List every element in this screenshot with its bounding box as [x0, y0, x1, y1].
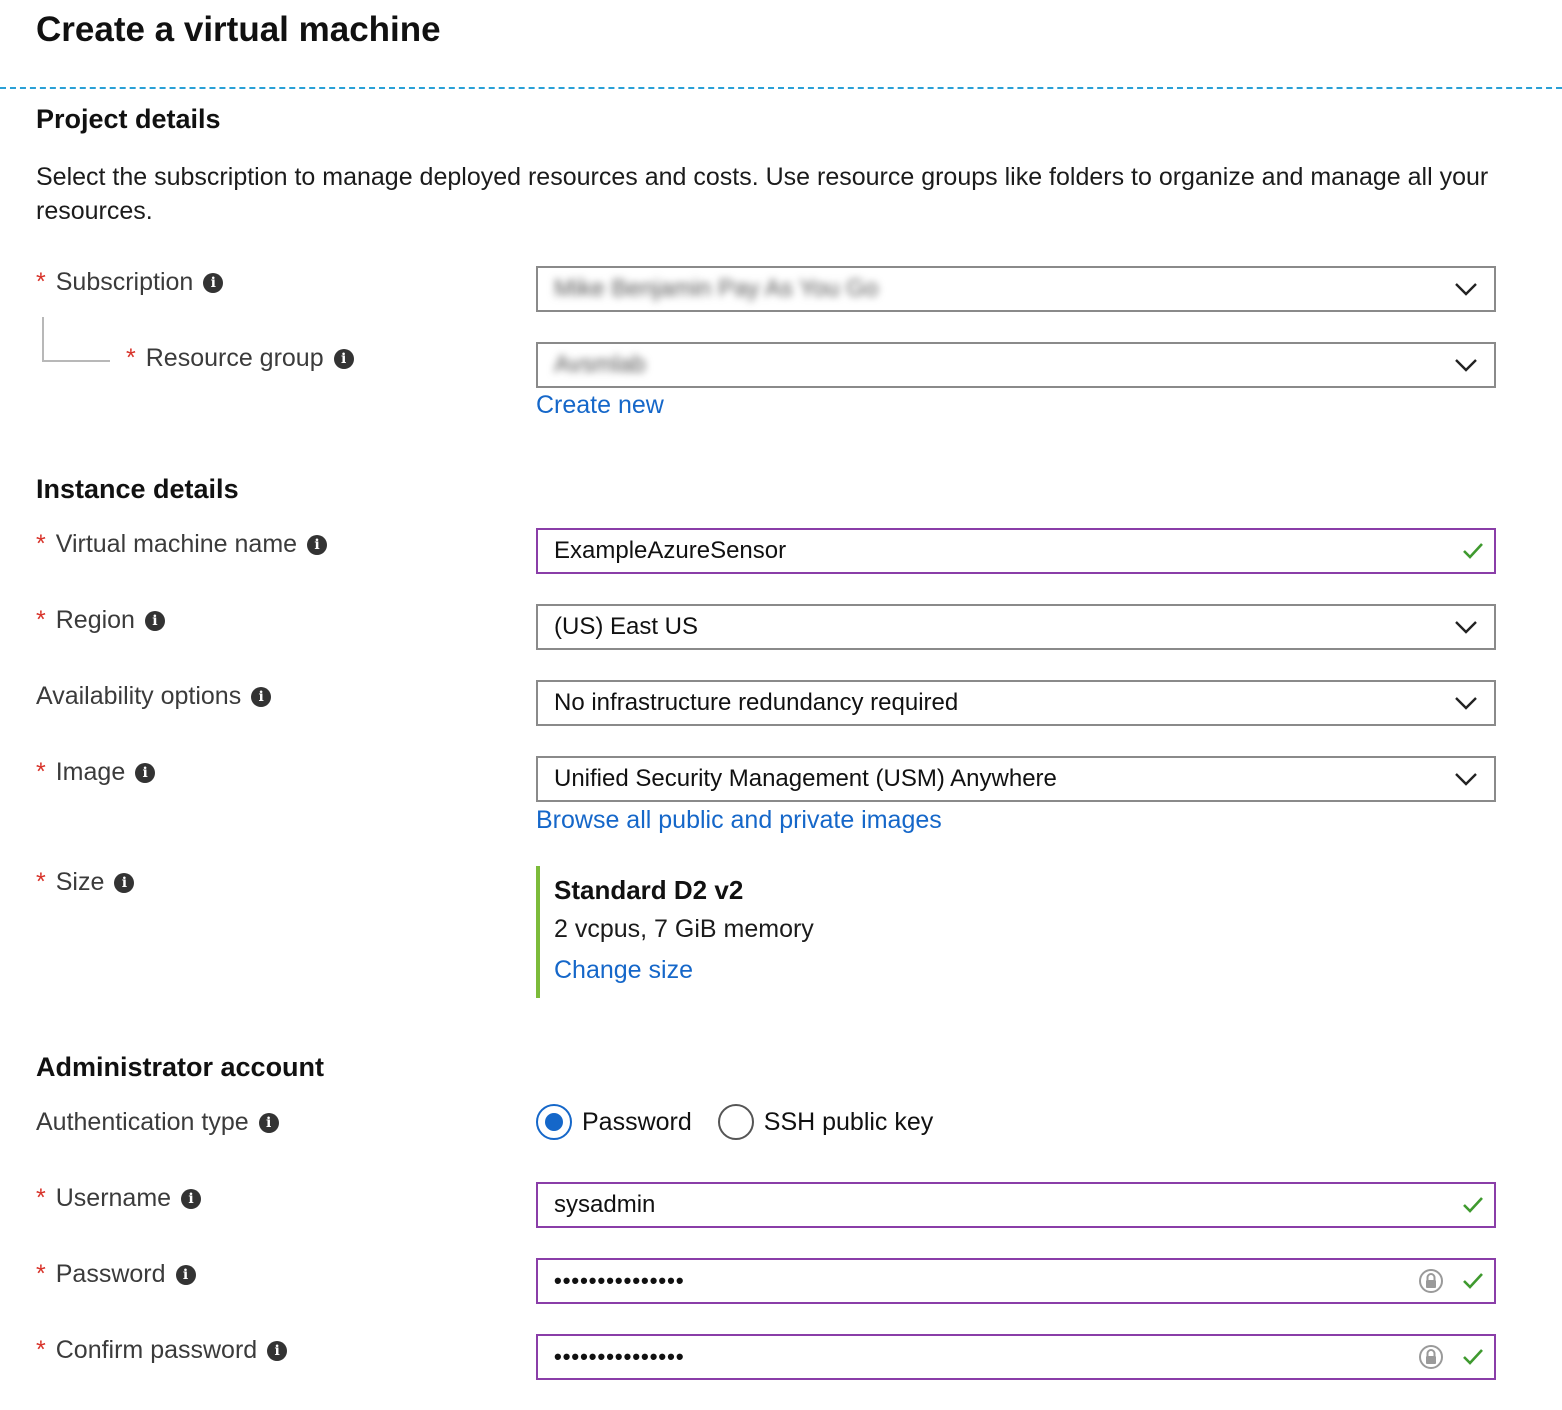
admin-account-heading: Administrator account	[36, 1052, 325, 1082]
subscription-value: Mike Benjamin Pay As You Go	[554, 275, 879, 302]
subscription-label-text: Subscription	[55, 268, 194, 296]
required-marker: *	[36, 1336, 46, 1364]
subscription-dropdown[interactable]	[536, 266, 1496, 312]
required-marker: *	[36, 868, 46, 896]
required-marker: *	[36, 530, 46, 558]
availability-dropdown[interactable]	[536, 680, 1496, 726]
required-marker: *	[36, 268, 46, 296]
project-details-heading: Project details	[36, 104, 221, 134]
username-label-text: Username	[55, 1184, 172, 1212]
required-marker: *	[36, 758, 46, 786]
availability-value: No infrastructure redundancy required	[554, 689, 959, 716]
info-icon[interactable]: i	[176, 1265, 196, 1285]
region-label	[36, 606, 165, 635]
confirm-password-input[interactable]	[536, 1334, 1496, 1380]
resource-group-dropdown[interactable]	[536, 342, 1496, 388]
info-icon[interactable]: i	[334, 349, 354, 369]
info-icon[interactable]: i	[267, 1341, 287, 1361]
checkmark-icon	[1458, 1342, 1488, 1372]
password-label-text: Password	[55, 1260, 166, 1288]
username-label	[36, 1184, 201, 1213]
info-icon[interactable]: i	[307, 535, 327, 555]
checkmark-icon	[1458, 1190, 1488, 1220]
required-marker: *	[36, 606, 46, 634]
auth-ssh-option[interactable]	[718, 1104, 934, 1140]
checkmark-icon	[1458, 1266, 1488, 1296]
project-details-description: Select the subscription to manage deployed resources and costs. Use resource groups like folders to organize and manage all your resources.	[36, 163, 1489, 225]
confirm-password-label-text: Confirm password	[55, 1336, 258, 1364]
vm-name-input[interactable]	[536, 528, 1496, 574]
checkmark-icon	[1458, 536, 1488, 566]
password-value: •••••••••••••••	[554, 1268, 685, 1293]
chevron-down-icon[interactable]	[1446, 683, 1486, 723]
page-title: Create a virtual machine	[36, 10, 441, 49]
size-name: Standard D2 v2	[554, 875, 744, 905]
image-value: Unified Security Management (USM) Anywhere	[554, 765, 1057, 792]
auth-ssh-label: SSH public key	[763, 1107, 934, 1136]
size-label	[36, 868, 134, 897]
browse-images-link[interactable]: Browse all public and private images	[536, 806, 942, 834]
create-new-link[interactable]: Create new	[536, 391, 664, 419]
lock-icon[interactable]	[1416, 1266, 1446, 1296]
change-size-link[interactable]: Change size	[554, 956, 693, 984]
image-label-text: Image	[55, 758, 126, 786]
chevron-down-icon[interactable]	[1446, 607, 1486, 647]
size-spec: 2 vcpus, 7 GiB memory	[554, 915, 814, 943]
username-value: sysadmin	[554, 1191, 656, 1218]
info-icon[interactable]: i	[135, 763, 155, 783]
tree-connector	[42, 317, 110, 362]
password-input[interactable]	[536, 1258, 1496, 1304]
region-value: (US) East US	[554, 613, 699, 640]
vm-name-value: ExampleAzureSensor	[554, 537, 787, 564]
required-marker: *	[36, 1260, 46, 1288]
resource-group-label	[126, 344, 354, 373]
username-input[interactable]	[536, 1182, 1496, 1228]
auth-type-label	[36, 1108, 279, 1137]
info-icon[interactable]: i	[259, 1113, 279, 1133]
resource-group-value: Avsmlab	[554, 351, 646, 378]
auth-type-label-text: Authentication type	[36, 1108, 249, 1136]
confirm-password-label	[36, 1336, 287, 1365]
size-label-text: Size	[55, 868, 105, 896]
info-icon[interactable]: i	[203, 273, 223, 293]
info-icon[interactable]: i	[145, 611, 165, 631]
chevron-down-icon[interactable]	[1446, 759, 1486, 799]
auth-type-radio-group	[536, 1104, 959, 1140]
instance-details-heading: Instance details	[36, 474, 239, 504]
vm-name-label	[36, 530, 327, 559]
image-label	[36, 758, 155, 787]
radio-button-selected[interactable]	[536, 1104, 572, 1140]
required-marker: *	[36, 1184, 46, 1212]
info-icon[interactable]: i	[251, 687, 271, 707]
header-divider	[0, 87, 1562, 89]
image-dropdown[interactable]	[536, 756, 1496, 802]
region-dropdown[interactable]	[536, 604, 1496, 650]
info-icon[interactable]: i	[114, 873, 134, 893]
resource-group-label-text: Resource group	[145, 344, 324, 372]
region-label-text: Region	[55, 606, 135, 634]
auth-password-label: Password	[582, 1107, 692, 1136]
availability-label-text: Availability options	[36, 682, 242, 710]
vm-name-label-text: Virtual machine name	[55, 530, 298, 558]
radio-button[interactable]	[718, 1104, 754, 1140]
auth-password-option[interactable]	[536, 1104, 692, 1140]
info-icon[interactable]: i	[181, 1189, 201, 1209]
subscription-label	[36, 268, 223, 297]
password-label	[36, 1260, 196, 1289]
confirm-password-value: •••••••••••••••	[554, 1344, 685, 1369]
chevron-down-icon[interactable]	[1446, 269, 1486, 309]
lock-icon[interactable]	[1416, 1342, 1446, 1372]
availability-label	[36, 682, 271, 711]
chevron-down-icon[interactable]	[1446, 345, 1486, 385]
required-marker: *	[126, 344, 136, 372]
